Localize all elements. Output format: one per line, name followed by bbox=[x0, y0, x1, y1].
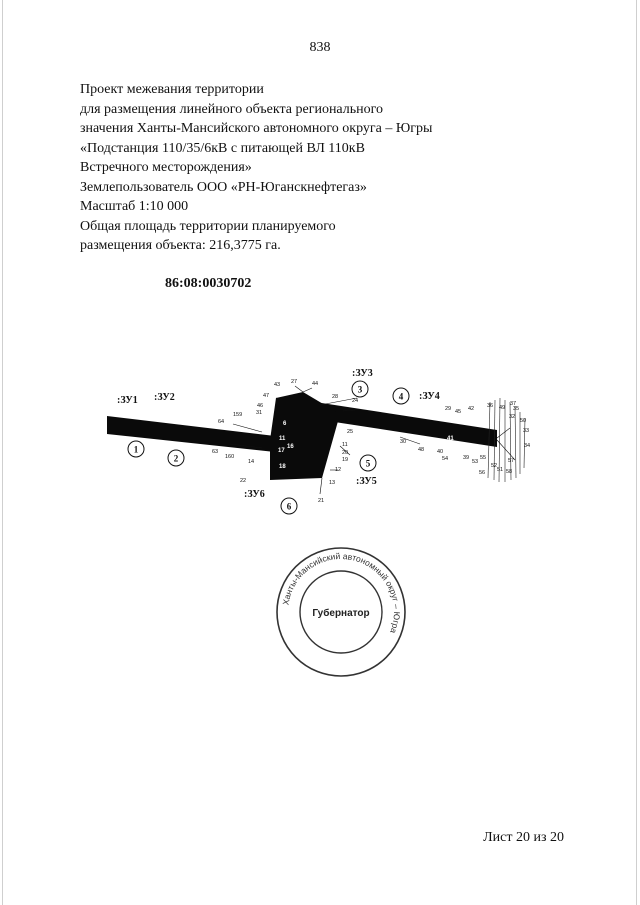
zu-label-4: :ЗУ4 bbox=[419, 391, 440, 402]
point-label: 47 bbox=[263, 393, 270, 399]
header-line: Общая площадь территории планируемого bbox=[80, 218, 336, 234]
zu-label-1: :ЗУ1 bbox=[117, 395, 138, 406]
point-label: 40 bbox=[437, 449, 444, 455]
point-label: 13 bbox=[329, 480, 336, 486]
plot-number-3-text: 3 bbox=[357, 384, 363, 395]
point-label: 21 bbox=[318, 498, 325, 504]
point-label: 44 bbox=[312, 381, 319, 387]
header-line: Масштаб 1:10 000 bbox=[80, 199, 189, 214]
cadastral-number: 86:08:0030702 bbox=[165, 276, 252, 291]
seal-ring-text: Ханты-Мансийский автономный округ – Югра bbox=[280, 550, 403, 635]
zu-label-3: :ЗУ3 bbox=[352, 368, 373, 379]
point-label: 42 bbox=[468, 406, 475, 412]
inner-label: 17 bbox=[278, 448, 285, 454]
plot-number-3 bbox=[352, 381, 368, 397]
header-line: Встречного месторождения» bbox=[80, 160, 252, 175]
header-line: «Подстанция 110/35/6кВ с питающей ВЛ 110кВ bbox=[80, 140, 365, 156]
seal-center-label: Губернатор bbox=[312, 608, 370, 619]
header-line: значения Ханты-Мансийского автономного округа – Югры bbox=[80, 121, 433, 136]
inner-label: 18 bbox=[279, 464, 286, 470]
point-label: 58 bbox=[506, 469, 513, 475]
zu-label-2: :ЗУ2 bbox=[154, 392, 175, 403]
point-label: 46 bbox=[257, 403, 264, 409]
header-line: Проект межевания территории bbox=[80, 82, 264, 97]
point-label: 25 bbox=[347, 429, 354, 435]
point-label: 34 bbox=[524, 443, 531, 449]
point-label: 49 bbox=[499, 405, 506, 411]
point-label: 55 bbox=[480, 455, 487, 461]
point-label: 20 bbox=[342, 450, 349, 456]
point-label: 53 bbox=[472, 459, 479, 465]
inner-label: 11 bbox=[279, 436, 286, 442]
point-label: 159 bbox=[233, 412, 243, 418]
sheet-counter: Лист 20 из 20 bbox=[483, 830, 564, 845]
plot-number-5 bbox=[360, 455, 376, 471]
point-label: 160 bbox=[225, 454, 235, 460]
inner-label: 6 bbox=[283, 421, 287, 427]
point-label: 35 bbox=[513, 406, 520, 412]
plot-number-2 bbox=[168, 450, 184, 466]
header-line: Землепользователь ООО «РН-Юганскнефтегаз» bbox=[80, 179, 367, 195]
point-label: 31 bbox=[256, 410, 263, 416]
header-line: для размещения линейного объекта регионального bbox=[80, 101, 384, 117]
plot-number-1-text: 1 bbox=[133, 444, 139, 455]
plot-number-4 bbox=[393, 388, 409, 404]
point-label: 14 bbox=[248, 459, 255, 465]
plot-number-6 bbox=[281, 498, 297, 514]
point-label: 36 bbox=[487, 403, 494, 409]
zu-label-6: :ЗУ6 bbox=[244, 489, 265, 500]
plot-number-4-text: 4 bbox=[398, 391, 404, 402]
point-label: 29 bbox=[445, 406, 452, 412]
point-label: 64 bbox=[218, 419, 225, 425]
point-label: 33 bbox=[523, 428, 530, 434]
point-label: 27 bbox=[291, 379, 298, 385]
plot-number-1 bbox=[128, 441, 144, 457]
point-label: 45 bbox=[455, 409, 462, 415]
page-number: 838 bbox=[309, 40, 331, 55]
inner-label: 41 bbox=[447, 436, 454, 442]
point-label: 43 bbox=[274, 382, 281, 388]
inner-label: 16 bbox=[287, 444, 294, 450]
point-label: 56 bbox=[479, 470, 486, 476]
point-label: 63 bbox=[212, 449, 219, 455]
zu-label-5: :ЗУ5 bbox=[356, 476, 377, 487]
plot-number-6-text: 6 bbox=[286, 501, 292, 512]
point-label: 24 bbox=[352, 398, 359, 404]
plot-number-2-text: 2 bbox=[173, 453, 179, 464]
point-label: 11 bbox=[342, 442, 348, 448]
point-label: 22 bbox=[240, 478, 247, 484]
plot-number-5-text: 5 bbox=[365, 458, 371, 469]
point-label: 48 bbox=[418, 447, 425, 453]
point-label: 57 bbox=[508, 458, 515, 464]
official-seal bbox=[277, 548, 405, 676]
point-label: 32 bbox=[509, 414, 516, 420]
point-label: 28 bbox=[332, 394, 339, 400]
point-label: 19 bbox=[342, 457, 349, 463]
point-label: 12 bbox=[335, 467, 342, 473]
point-label: 30 bbox=[400, 439, 407, 445]
point-label: 52 bbox=[491, 463, 498, 469]
point-label: 39 bbox=[463, 455, 470, 461]
point-label: 50 bbox=[520, 418, 527, 424]
point-label: 37 bbox=[510, 401, 517, 407]
point-label: 51 bbox=[497, 467, 504, 473]
point-label: 54 bbox=[442, 456, 449, 462]
header-line: размещения объекта: 216,3775 га. bbox=[80, 238, 281, 253]
